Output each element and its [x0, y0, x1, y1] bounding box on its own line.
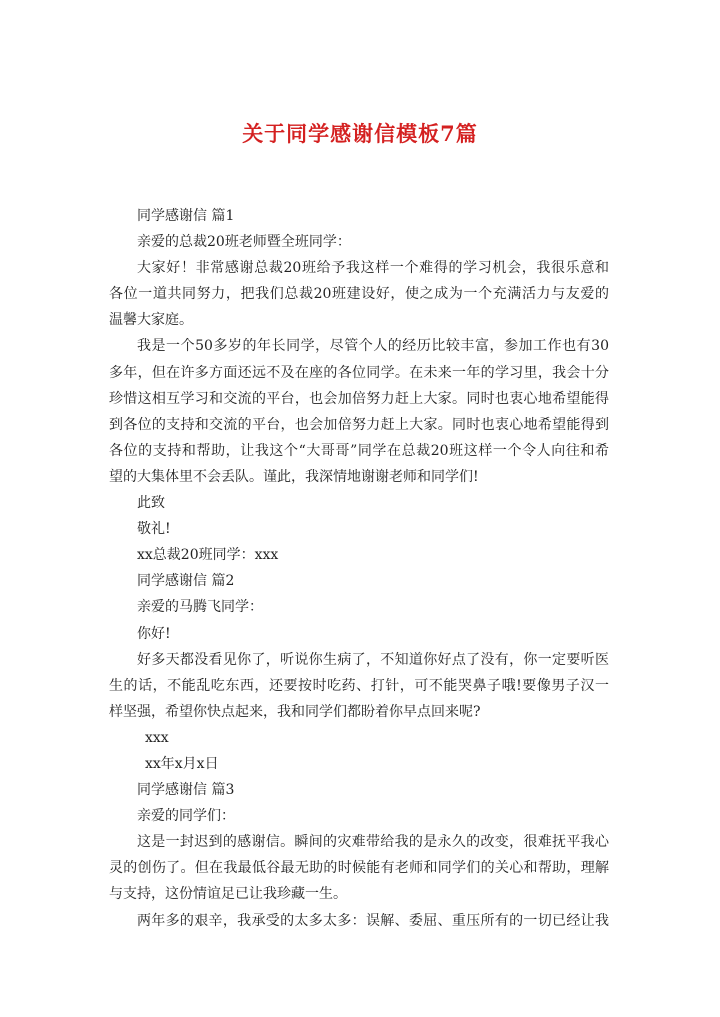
text-line: 各位的支持和帮助，让我这个“大哥哥”同学在总裁20班这样一个令人向往和希 — [109, 442, 609, 459]
text-line: 到各位的支持和交流的平台，也会加倍努力赶上大家。同时也衷心地希望能得到 — [109, 416, 609, 433]
letter2-greeting: 你好! — [137, 625, 171, 642]
letter1-heading: 同学感谢信 篇1 — [137, 208, 235, 224]
letter3-paragraph-1 — [109, 829, 609, 907]
letter3-paragraph-2 — [109, 908, 609, 934]
text-line: 各位一道共同努力，把我们总裁20班建设好，使之成为一个充满活力与友爱的 — [109, 286, 609, 303]
text-line: 好多天都没看见你了，听说你生病了，不知道你好点了没有，你一定要听医 — [137, 651, 609, 668]
document-title: 关于同学感谢信模板7篇 — [242, 121, 478, 146]
text-line: 两年多的艰辛，我承受的太多太多：误解、委屈、重压所有的一切已经让我 — [137, 912, 609, 929]
letter1-regards: 敬礼! — [137, 521, 171, 538]
letter1-salutation: 亲爱的总裁20班老师暨全班同学： — [137, 234, 351, 251]
letter3-salutation: 亲爱的同学们： — [137, 808, 235, 825]
text-line: 灵的创伤了。但在我最低谷最无助的时候能有老师和同学们的关心和帮助，理解 — [109, 860, 609, 877]
letter2-salutation: 亲爱的马腾飞同学： — [137, 599, 263, 616]
letter3-heading: 同学感谢信 篇3 — [137, 782, 235, 799]
text-line: 珍惜这相互学习和交流的平台，也会加倍努力赶上大家。同时也衷心地希望能得 — [109, 390, 609, 407]
text-line: 样坚强，希望你快点起来，我和同学们都盼着你早点回来呢? — [109, 703, 481, 720]
text-line: 这是一封迟到的感谢信。瞬间的灾难带给我的是永久的改变，很难抚平我心 — [137, 834, 609, 851]
text-line: 与支持，这份情谊足已让我珍藏一生。 — [109, 886, 347, 903]
letter1-closing: 此致 — [137, 495, 165, 512]
text-line: 温馨大家庭。 — [109, 312, 193, 329]
letter1-paragraph-2 — [109, 333, 609, 490]
text-line: 大家好！非常感谢总裁20班给予我这样一个难得的学习机会，我很乐意和 — [137, 260, 609, 277]
letter2-sign-name: xxx — [145, 729, 169, 746]
letter2-paragraph-1 — [109, 647, 609, 725]
letter2-heading: 同学感谢信 篇2 — [137, 573, 235, 590]
letter2-sign-date: xx年x月x日 — [145, 755, 219, 772]
text-line: 生的话，不能乱吃东西，还要按时吃药、打针，可不能哭鼻子哦!要像男子汉一 — [109, 677, 609, 694]
text-line: 多年，但在许多方面还远不及在座的各位同学。在未来一年的学习里，我会十分 — [109, 364, 609, 381]
text-line: 望的大集体里不会丢队。谨此，我深情地谢谢老师和同学们! — [109, 468, 479, 485]
text-line: 我是一个50多岁的年长同学，尽管个人的经历比较丰富，参加工作也有30 — [137, 338, 609, 355]
letter1-paragraph-1 — [109, 255, 609, 333]
letter1-signature: xx总裁20班同学：xxx — [137, 547, 279, 564]
document-body — [109, 203, 609, 934]
